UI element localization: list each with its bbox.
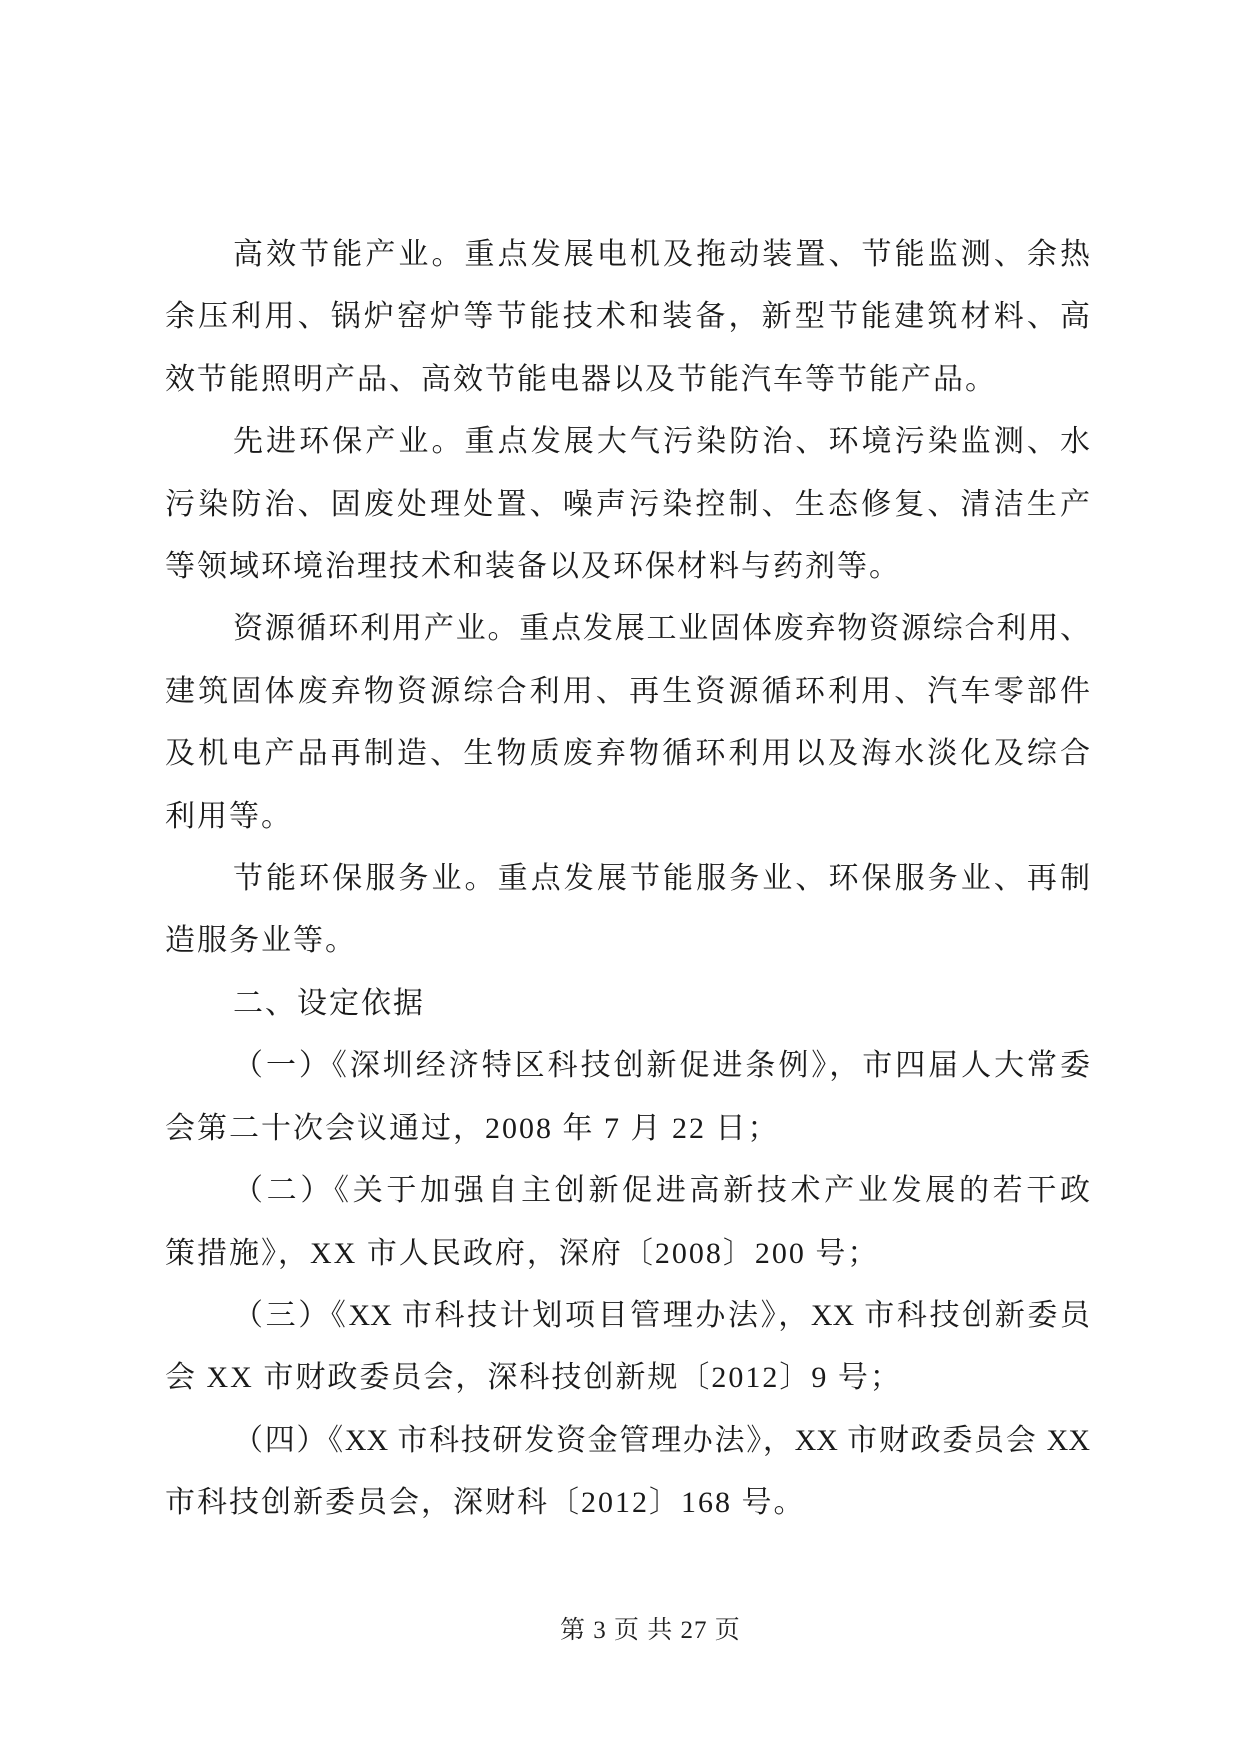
text-line: 效节能照明产品、高效节能电器以及节能汽车等节能产品。 bbox=[165, 362, 997, 396]
text-line: 会第二十次会议通过，2008 年 7 月 22 日； bbox=[165, 1111, 780, 1145]
text-line: 余压利用、锅炉窑炉等节能技术和装备，新型节能建筑材料、高 bbox=[165, 300, 1090, 334]
paragraph bbox=[165, 224, 1090, 411]
text-line: 先进环保产业。重点发展大气污染防治、环境污染监测、水 bbox=[233, 425, 1090, 459]
text-line: 等领域环境治理技术和装备以及环保材料与药剂等。 bbox=[165, 550, 901, 584]
text-line: 污染防治、固废处理处置、噪声污染控制、生态修复、清洁生产 bbox=[165, 487, 1090, 521]
text-line: （三）《XX 市科技计划项目管理办法》，XX 市科技创新委员 bbox=[233, 1298, 1090, 1332]
document-body bbox=[165, 224, 1090, 1535]
text-line: 市科技创新委员会，深财科〔2012〕168 号。 bbox=[165, 1486, 806, 1520]
paragraph bbox=[165, 598, 1090, 848]
section-heading bbox=[165, 973, 1090, 1035]
text-line: 利用等。 bbox=[165, 799, 293, 833]
paragraph bbox=[165, 1160, 1090, 1285]
text-line: 造服务业等。 bbox=[165, 924, 357, 958]
page-number-label: 第 3 页 共 27 页 bbox=[560, 1617, 741, 1644]
text-line: 建筑固体废弃物资源综合利用、再生资源循环利用、汽车零部件 bbox=[165, 674, 1090, 708]
paragraph bbox=[165, 848, 1090, 973]
paragraph bbox=[165, 1410, 1090, 1535]
text-line: 会 XX 市财政委员会，深科技创新规〔2012〕9 号； bbox=[165, 1361, 902, 1395]
text-line: 节能环保服务业。重点发展节能服务业、环保服务业、再制 bbox=[233, 862, 1090, 896]
page-footer bbox=[560, 1615, 741, 1647]
text-line: （二）《关于加强自主创新促进高新技术产业发展的若干政 bbox=[233, 1174, 1090, 1208]
text-line: （四）《XX 市科技研发资金管理办法》，XX 市财政委员会 XX bbox=[233, 1423, 1090, 1457]
paragraph bbox=[165, 1285, 1090, 1410]
text-line: 资源循环利用产业。重点发展工业固体废弃物资源综合利用、 bbox=[233, 612, 1090, 646]
text-line: （一）《深圳经济特区科技创新促进条例》，市四届人大常委 bbox=[233, 1049, 1090, 1083]
text-line: 及机电产品再制造、生物质废弃物循环利用以及海水淡化及综合 bbox=[165, 737, 1090, 771]
paragraph bbox=[165, 411, 1090, 598]
text-line: 高效节能产业。重点发展电机及拖动装置、节能监测、余热 bbox=[233, 238, 1090, 271]
text-line: 策措施》，XX 市人民政府，深府〔2008〕200 号； bbox=[165, 1236, 880, 1270]
text-line: 二、设定依据 bbox=[233, 986, 425, 1020]
paragraph bbox=[165, 1035, 1090, 1160]
